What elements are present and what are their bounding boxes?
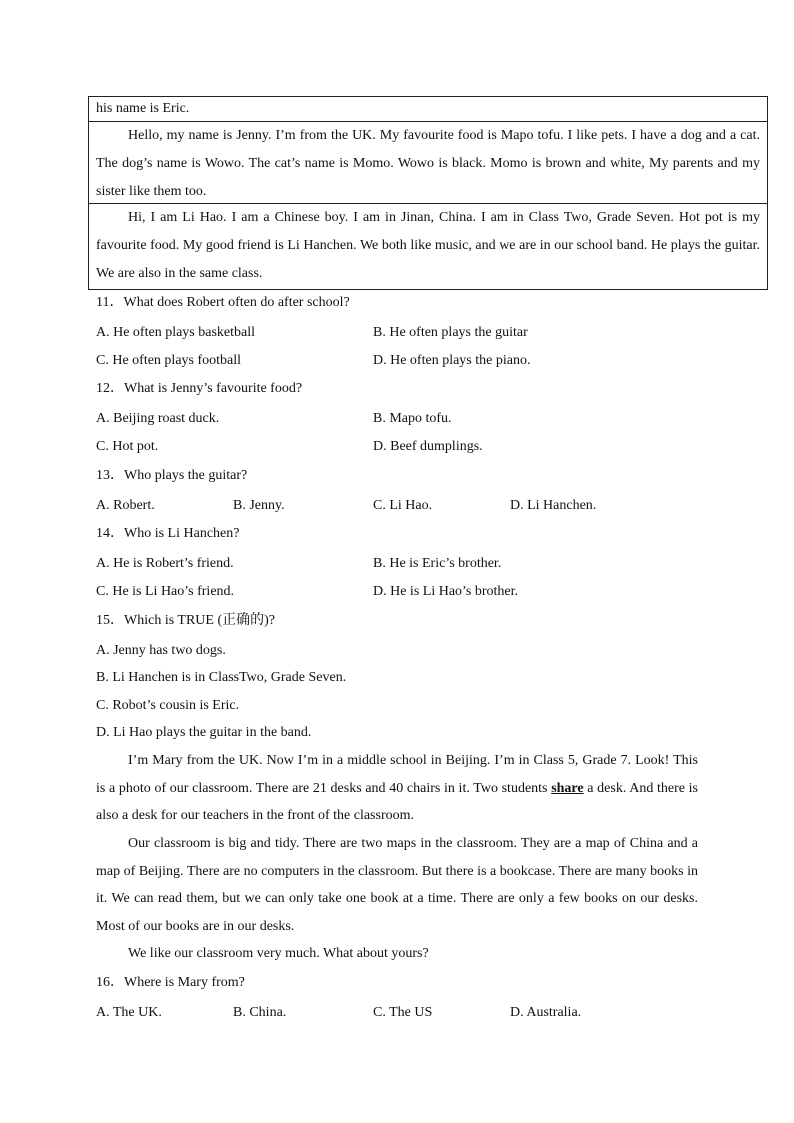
paragraph-1-text-end: a desk. And there is also a desk for our teachers in the front of the classroom. [96, 780, 698, 823]
question-16-option-b[interactable]: B. China. [233, 1005, 287, 1020]
passage-mary-paragraph-1 [96, 747, 698, 830]
question-12-stem: 12．What is Jenny’s favourite food? [96, 381, 303, 396]
question-14-option-b[interactable]: B. He is Eric’s brother. [373, 556, 502, 571]
passage-row-jenny-text: Hello, my name is Jenny. I’m from the UK. My favourite food is Mapo tofu. I like pets. I have a dog and a cat. The dog’s name is Wowo. The cat’s name is Momo. Wowo is black. Momo is brown and white, My parents and my sister like them too. [96, 128, 760, 199]
question-12-option-d[interactable]: D. Beef dumplings. [373, 439, 483, 454]
question-13-option-d[interactable]: D. Li Hanchen. [510, 498, 597, 513]
question-16-option-a[interactable]: A. The UK. [96, 1005, 162, 1020]
question-13-option-a[interactable]: A. Robert. [96, 498, 155, 513]
question-16-option-d[interactable]: D. Australia. [510, 1005, 582, 1020]
question-15-option-a[interactable]: A. Jenny has two dogs. [96, 643, 226, 658]
question-15-option-d[interactable]: D. Li Hao plays the guitar in the band. [96, 725, 312, 740]
question-16-option-c[interactable]: C. The US [373, 1005, 433, 1020]
passage-mary-paragraph-2: Our classroom is big and tidy. There are two maps in the classroom. They are a map of China and a map of Beijing. There are no computers in the classroom. But there is a bookcase. There are many books in it. We can read them, but we can only take one book at a time. There are only a few books on our desks. Most of our books are in our desks. [96, 836, 698, 934]
question-14-option-d[interactable]: D. He is Li Hao’s brother. [373, 584, 519, 599]
question-11-option-a[interactable]: A. He often plays basketball [96, 325, 256, 340]
paragraph-1-text-start: I’m Mary from the UK. Now I’m in a middle school in Beijing. I’m in Class 5, Grade 7. Look! This is a photo of our classroom. There are 21 desks and 40 chairs in it. Two students [96, 753, 698, 796]
question-12-option-b[interactable]: B. Mapo tofu. [373, 411, 452, 426]
question-13-option-c[interactable]: C. Li Hao. [373, 498, 433, 513]
question-16-stem: 16．Where is Mary from? [96, 975, 245, 990]
passage-row-li-hao [89, 204, 767, 289]
passage-table [88, 96, 768, 290]
question-11-option-d[interactable]: D. He often plays the piano. [373, 353, 531, 368]
question-12-option-a[interactable]: A. Beijing roast duck. [96, 411, 220, 426]
question-12-option-c[interactable]: C. Hot pot. [96, 439, 159, 454]
question-15-option-b[interactable]: B. Li Hanchen is in ClassTwo, Grade Seven. [96, 670, 347, 685]
question-15-option-c[interactable]: C. Robot’s cousin is Eric. [96, 698, 240, 713]
question-14-option-c[interactable]: C. He is Li Hao’s friend. [96, 584, 235, 599]
highlighted-word-share: share [551, 780, 584, 796]
passage-row-1-text: his name is Eric. [96, 101, 190, 116]
question-14-option-a[interactable]: A. He is Robert’s friend. [96, 556, 234, 571]
passage-row-jenny [89, 122, 767, 204]
question-11-stem: 11．What does Robert often do after school? [96, 295, 350, 310]
question-13-stem: 13．Who plays the guitar? [96, 468, 248, 483]
question-15-stem: 15．Which is TRUE (正确的)? [96, 613, 275, 628]
question-14-stem: 14．Who is Li Hanchen? [96, 526, 240, 541]
passage-mary-paragraph-3: We like our classroom very much. What about yours? [128, 946, 429, 961]
question-11-option-b[interactable]: B. He often plays the guitar [373, 325, 528, 340]
question-13-option-b[interactable]: B. Jenny. [233, 498, 285, 513]
passage-row-li-hao-text: Hi, I am Li Hao. I am a Chinese boy. I am in Jinan, China. I am in Class Two, Grade Seven. Hot pot is my favourite food. My good friend is Li Hanchen. We both like music, and we are in our school band. He plays the guitar. We are also in the same class. [96, 210, 760, 281]
question-11-option-c[interactable]: C. He often plays football [96, 353, 242, 368]
passage-row-1 [89, 97, 767, 122]
